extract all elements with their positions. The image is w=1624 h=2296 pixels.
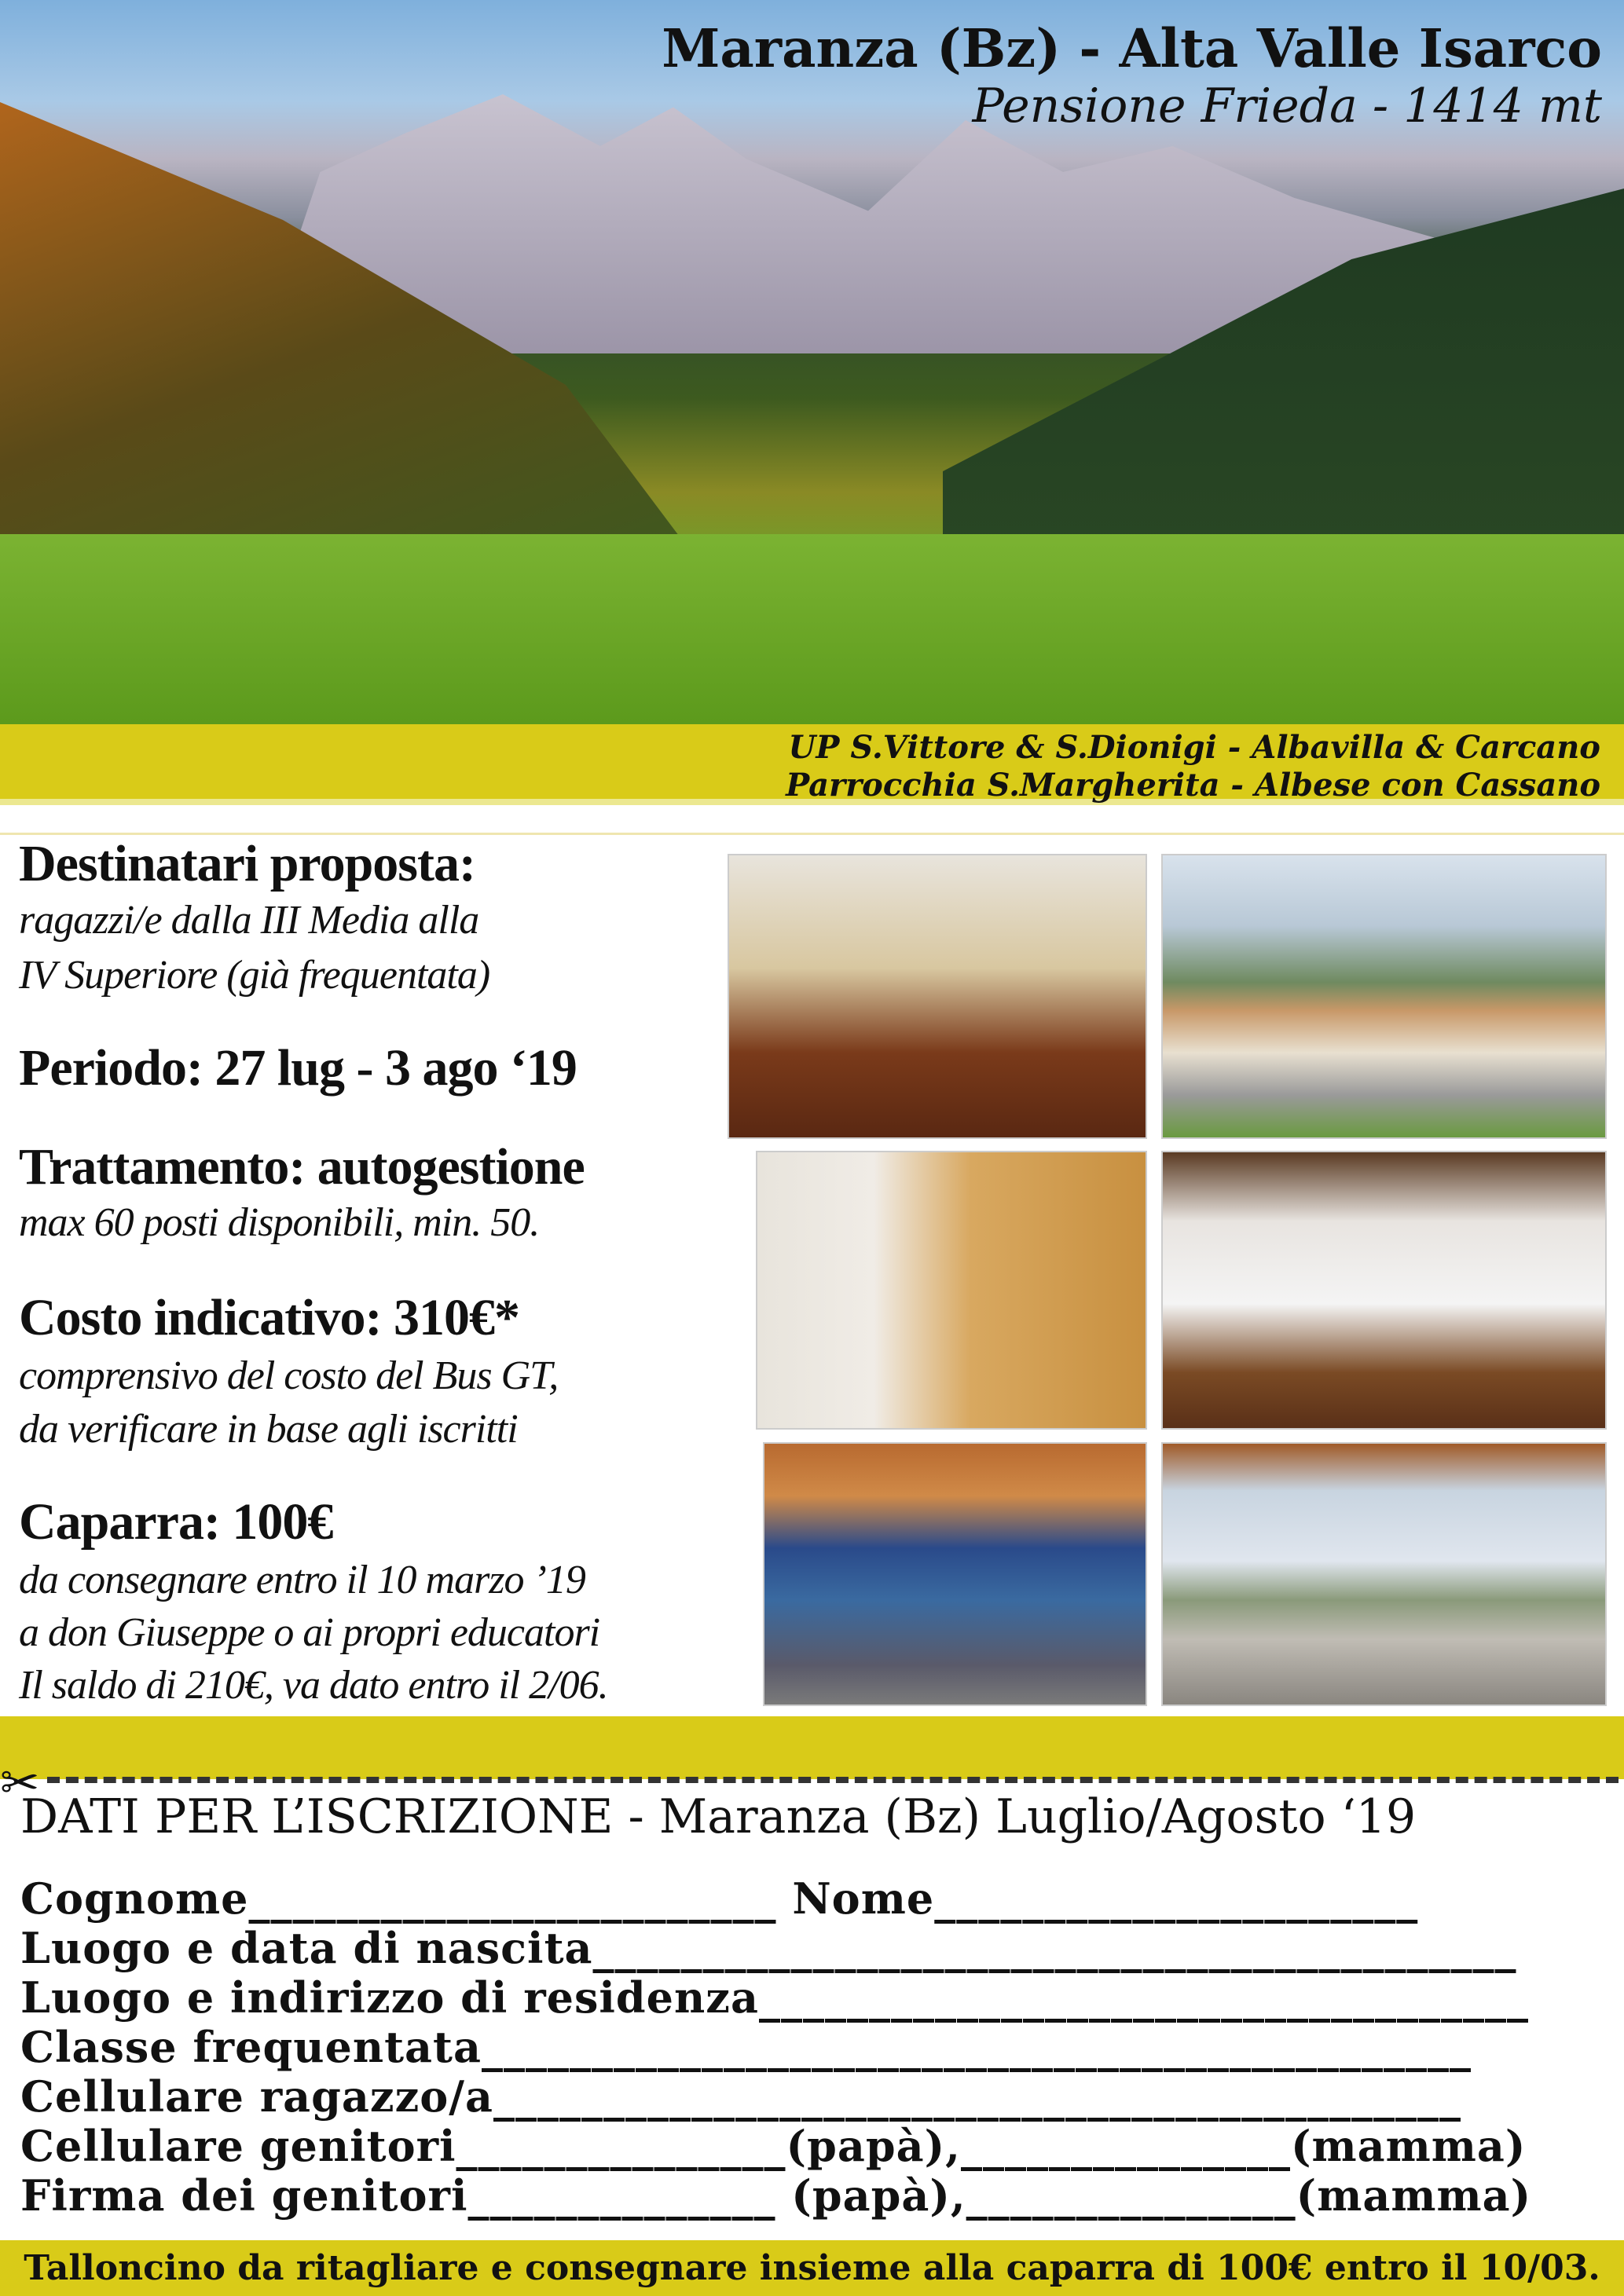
bedroom-photo: [756, 1151, 1147, 1430]
pension-frieda-building-photo: [1161, 854, 1607, 1139]
page-subtitle: Pensione Frieda - 1414 mt: [972, 79, 1602, 134]
footer-note: Talloncino da ritagliare e consegnare insieme alla caparra di 100€ entro il 10/03.: [0, 2240, 1624, 2296]
organizers-band: [0, 724, 1624, 805]
destinatari-line-1: ragazzi/e dalla III Media alla: [19, 898, 479, 943]
recreation-room-photo: [763, 1442, 1147, 1706]
form-field-cellulare-ragazzo: Cellulare ragazzo/a____________________________________________: [20, 2071, 1461, 2122]
destinatari-line-2: IV Superiore (già frequentata): [19, 953, 490, 998]
periodo-heading: Periodo: 27 lug - 3 ago ‘19: [19, 1039, 577, 1097]
cut-line: [47, 1777, 1619, 1783]
landscape-photo: [0, 0, 1624, 724]
costo-heading: Costo indicativo: 310€*: [19, 1289, 519, 1346]
posti-text: max 60 posti disponibili, min. 50.: [19, 1200, 540, 1245]
costo-line-2: da verificare in base agli iscritti: [19, 1407, 518, 1452]
organizer-1: UP S.Vittore & S.Dionigi - Albavilla & Carcano: [788, 729, 1600, 766]
form-field-classe: Classe frequentata_____________________________________________: [20, 2022, 1472, 2072]
terrace-ping-pong-photo: [1161, 1442, 1607, 1706]
organizer-2: Parrocchia S.Margherita - Albese con Cassano: [786, 767, 1600, 804]
form-field-residenza: Luogo e indirizzo di residenza___________________________________: [20, 1972, 1529, 2023]
caparra-line-2: a don Giuseppe o ai propri educatori: [19, 1610, 600, 1655]
form-field-nascita: Luogo e data di nascita__________________________________________: [20, 1923, 1517, 1973]
hall-photo: [1161, 1151, 1607, 1430]
cut-band: [0, 1716, 1624, 1779]
costo-line-1: comprensivo del costo del Bus GT,: [19, 1353, 559, 1398]
caparra-line-3: Il saldo di 210€, va dato entro il 2/06.: [19, 1663, 608, 1708]
caparra-heading: Caparra: 100€: [19, 1493, 333, 1551]
page-title: Maranza (Bz) - Alta Valle Isarco: [662, 17, 1602, 79]
caparra-line-1: da consegnare entro il 10 marzo ’19: [19, 1558, 585, 1602]
destinatari-heading: Destinatari proposta:: [19, 835, 475, 892]
form-field-cognome-nome: Cognome________________________ Nome______________________: [20, 1873, 1419, 1924]
form-field-firma: Firma dei genitori______________ (papà),_______________(mamma): [20, 2170, 1532, 2221]
form-field-cellulare-genitori: Cellulare genitori_______________(papà),_______________(mamma): [20, 2121, 1527, 2171]
dining-room-photo: [728, 854, 1147, 1139]
trattamento-heading: Trattamento: autogestione: [19, 1138, 585, 1196]
scissors-icon: ✂: [0, 1756, 40, 1811]
form-title: DATI PER L’ISCRIZIONE - Maranza (Bz) Luglio/Agosto ‘19: [20, 1789, 1417, 1844]
